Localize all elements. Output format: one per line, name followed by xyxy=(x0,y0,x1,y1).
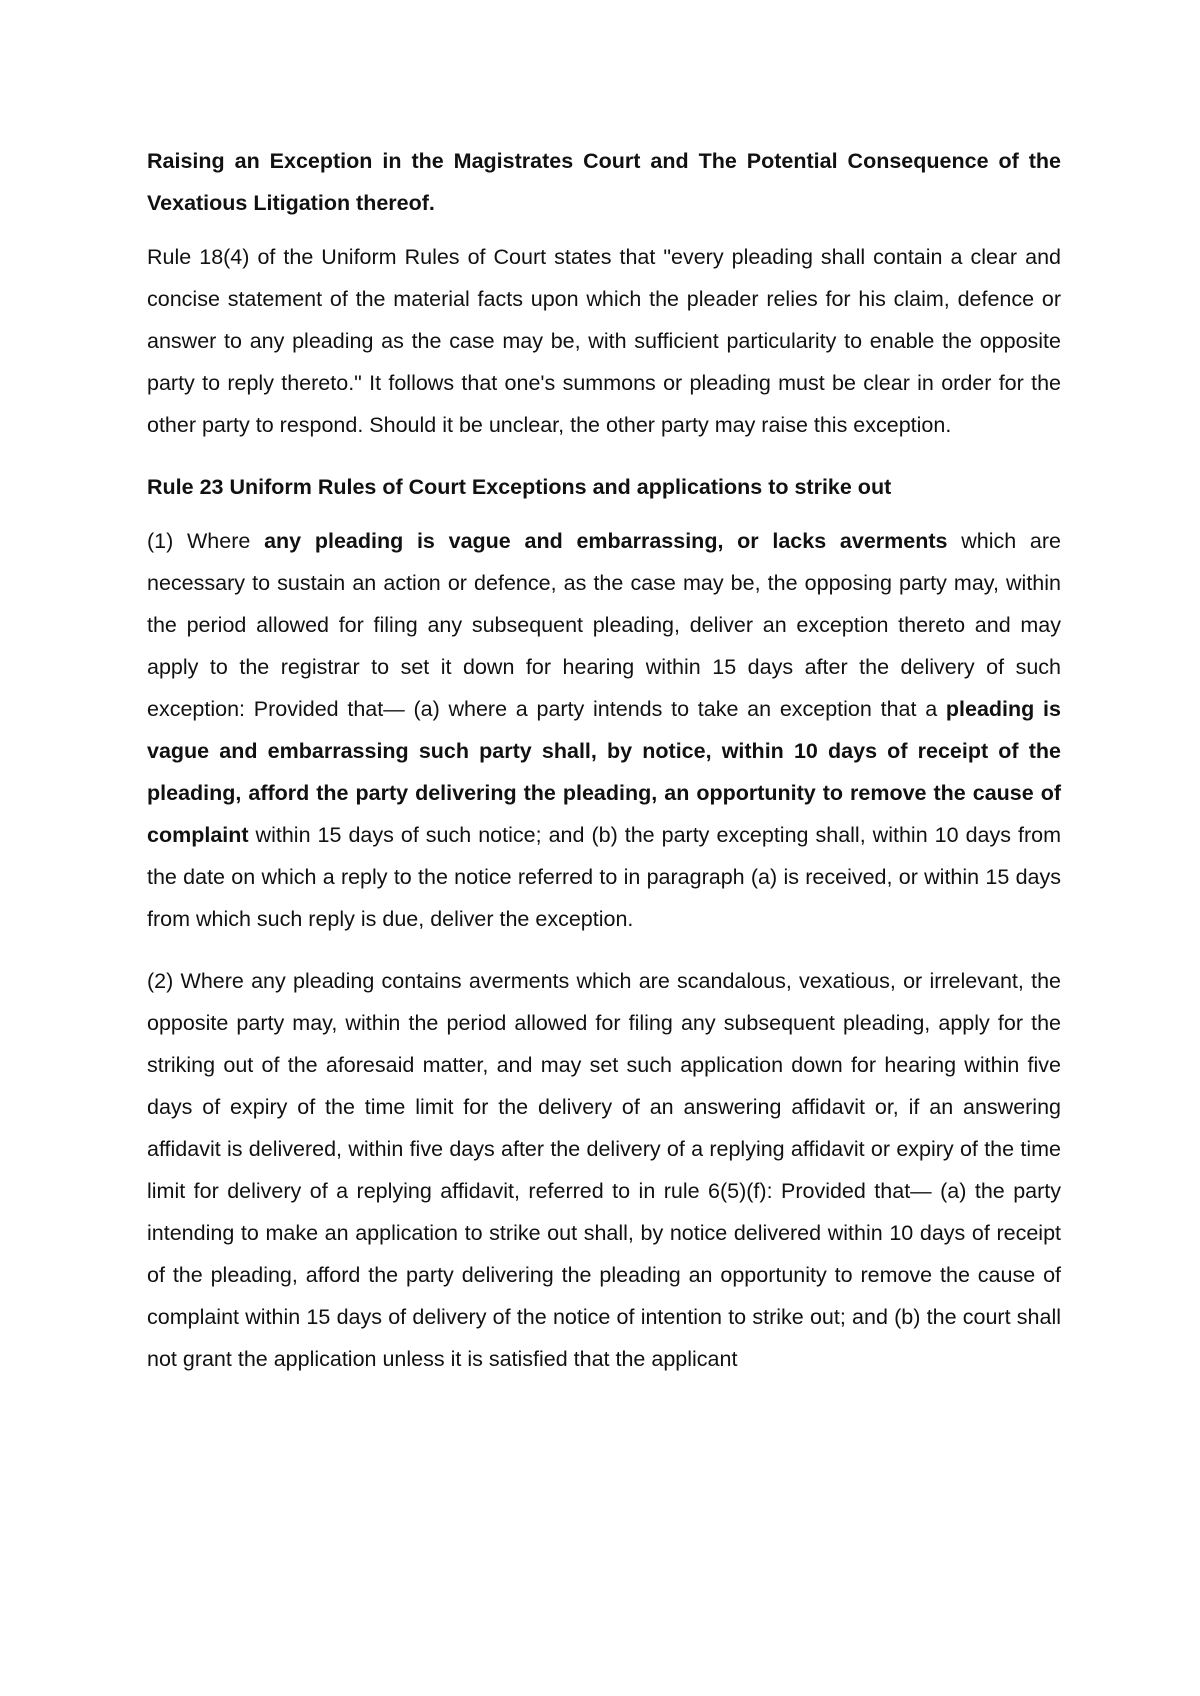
subrule-1-bold-a: any pleading is vague and embarrassing, or lacks averments xyxy=(264,529,948,553)
subrule-1-paragraph xyxy=(147,520,1061,940)
subrule-2-paragraph: (2) Where any pleading contains averments which are scandalous, vexatious, or irrelevant, the opposite party may, within the period allowed for filing any subsequent pleading, apply for the striking out of the aforesaid matter, and may set such application down for hearing within five days of expiry of the time limit for the delivery of an answering affidavit or, if an answering affidavit is delivered, within five days after the delivery of a replying affidavit or expiry of the time limit for delivery of a replying affidavit, referred to in rule 6(5)(f): Provided that— (a) the party intending to make an application to strike out shall, by notice delivered within 10 days of receipt of the pleading, afford the party delivering the pleading an opportunity to remove the cause of complaint within 15 days of delivery of the notice of intention to strike out; and (b) the court shall not grant the application unless it is satisfied that the applicant xyxy=(147,969,1061,1371)
subrule-1-text-a: (1) Where xyxy=(147,529,265,553)
intro-paragraph: Rule 18(4) of the Uniform Rules of Court states that "every pleading shall contain a clear and concise statement of the material facts upon which the pleader relies for his claim, defence or answer to any pleading as the case may be, with sufficient particularity to enable the opposite party to reply thereto." It follows that one's summons or pleading must be clear in order for the other party to respond. Should it be unclear, the other party may raise this exception. xyxy=(147,245,1061,437)
document-page xyxy=(147,140,1061,1400)
document-title: Raising an Exception in the Magistrates Court and The Potential Consequence of the Vexatious Litigation thereof. xyxy=(147,149,1061,215)
subrule-1-bold-b: pleading is vague and embarrassing such party shall, by notice, within 10 days of receipt of the pleading, afford the party delivering the pleading, an opportunity to remove the cause of complaint xyxy=(147,697,1061,847)
rule23-heading: Rule 23 Uniform Rules of Court Exceptions and applications to strike out xyxy=(147,475,892,499)
subrule-1-text-b: which are necessary to sustain an action or defence, as the case may be, the opposing party may, within the period allowed for filing any subsequent pleading, deliver an exception thereto and may apply to the registrar to set it down for hearing within 15 days after the delivery of such exception: Provided that— (a) where a party intends to take an exception that a xyxy=(147,529,1061,721)
subrule-1-text-c: within 15 days of such notice; and (b) the party excepting shall, within 10 days from the date on which a reply to the notice referred to in paragraph (a) is received, or within 15 days from which such reply is due, deliver the exception. xyxy=(147,823,1061,931)
